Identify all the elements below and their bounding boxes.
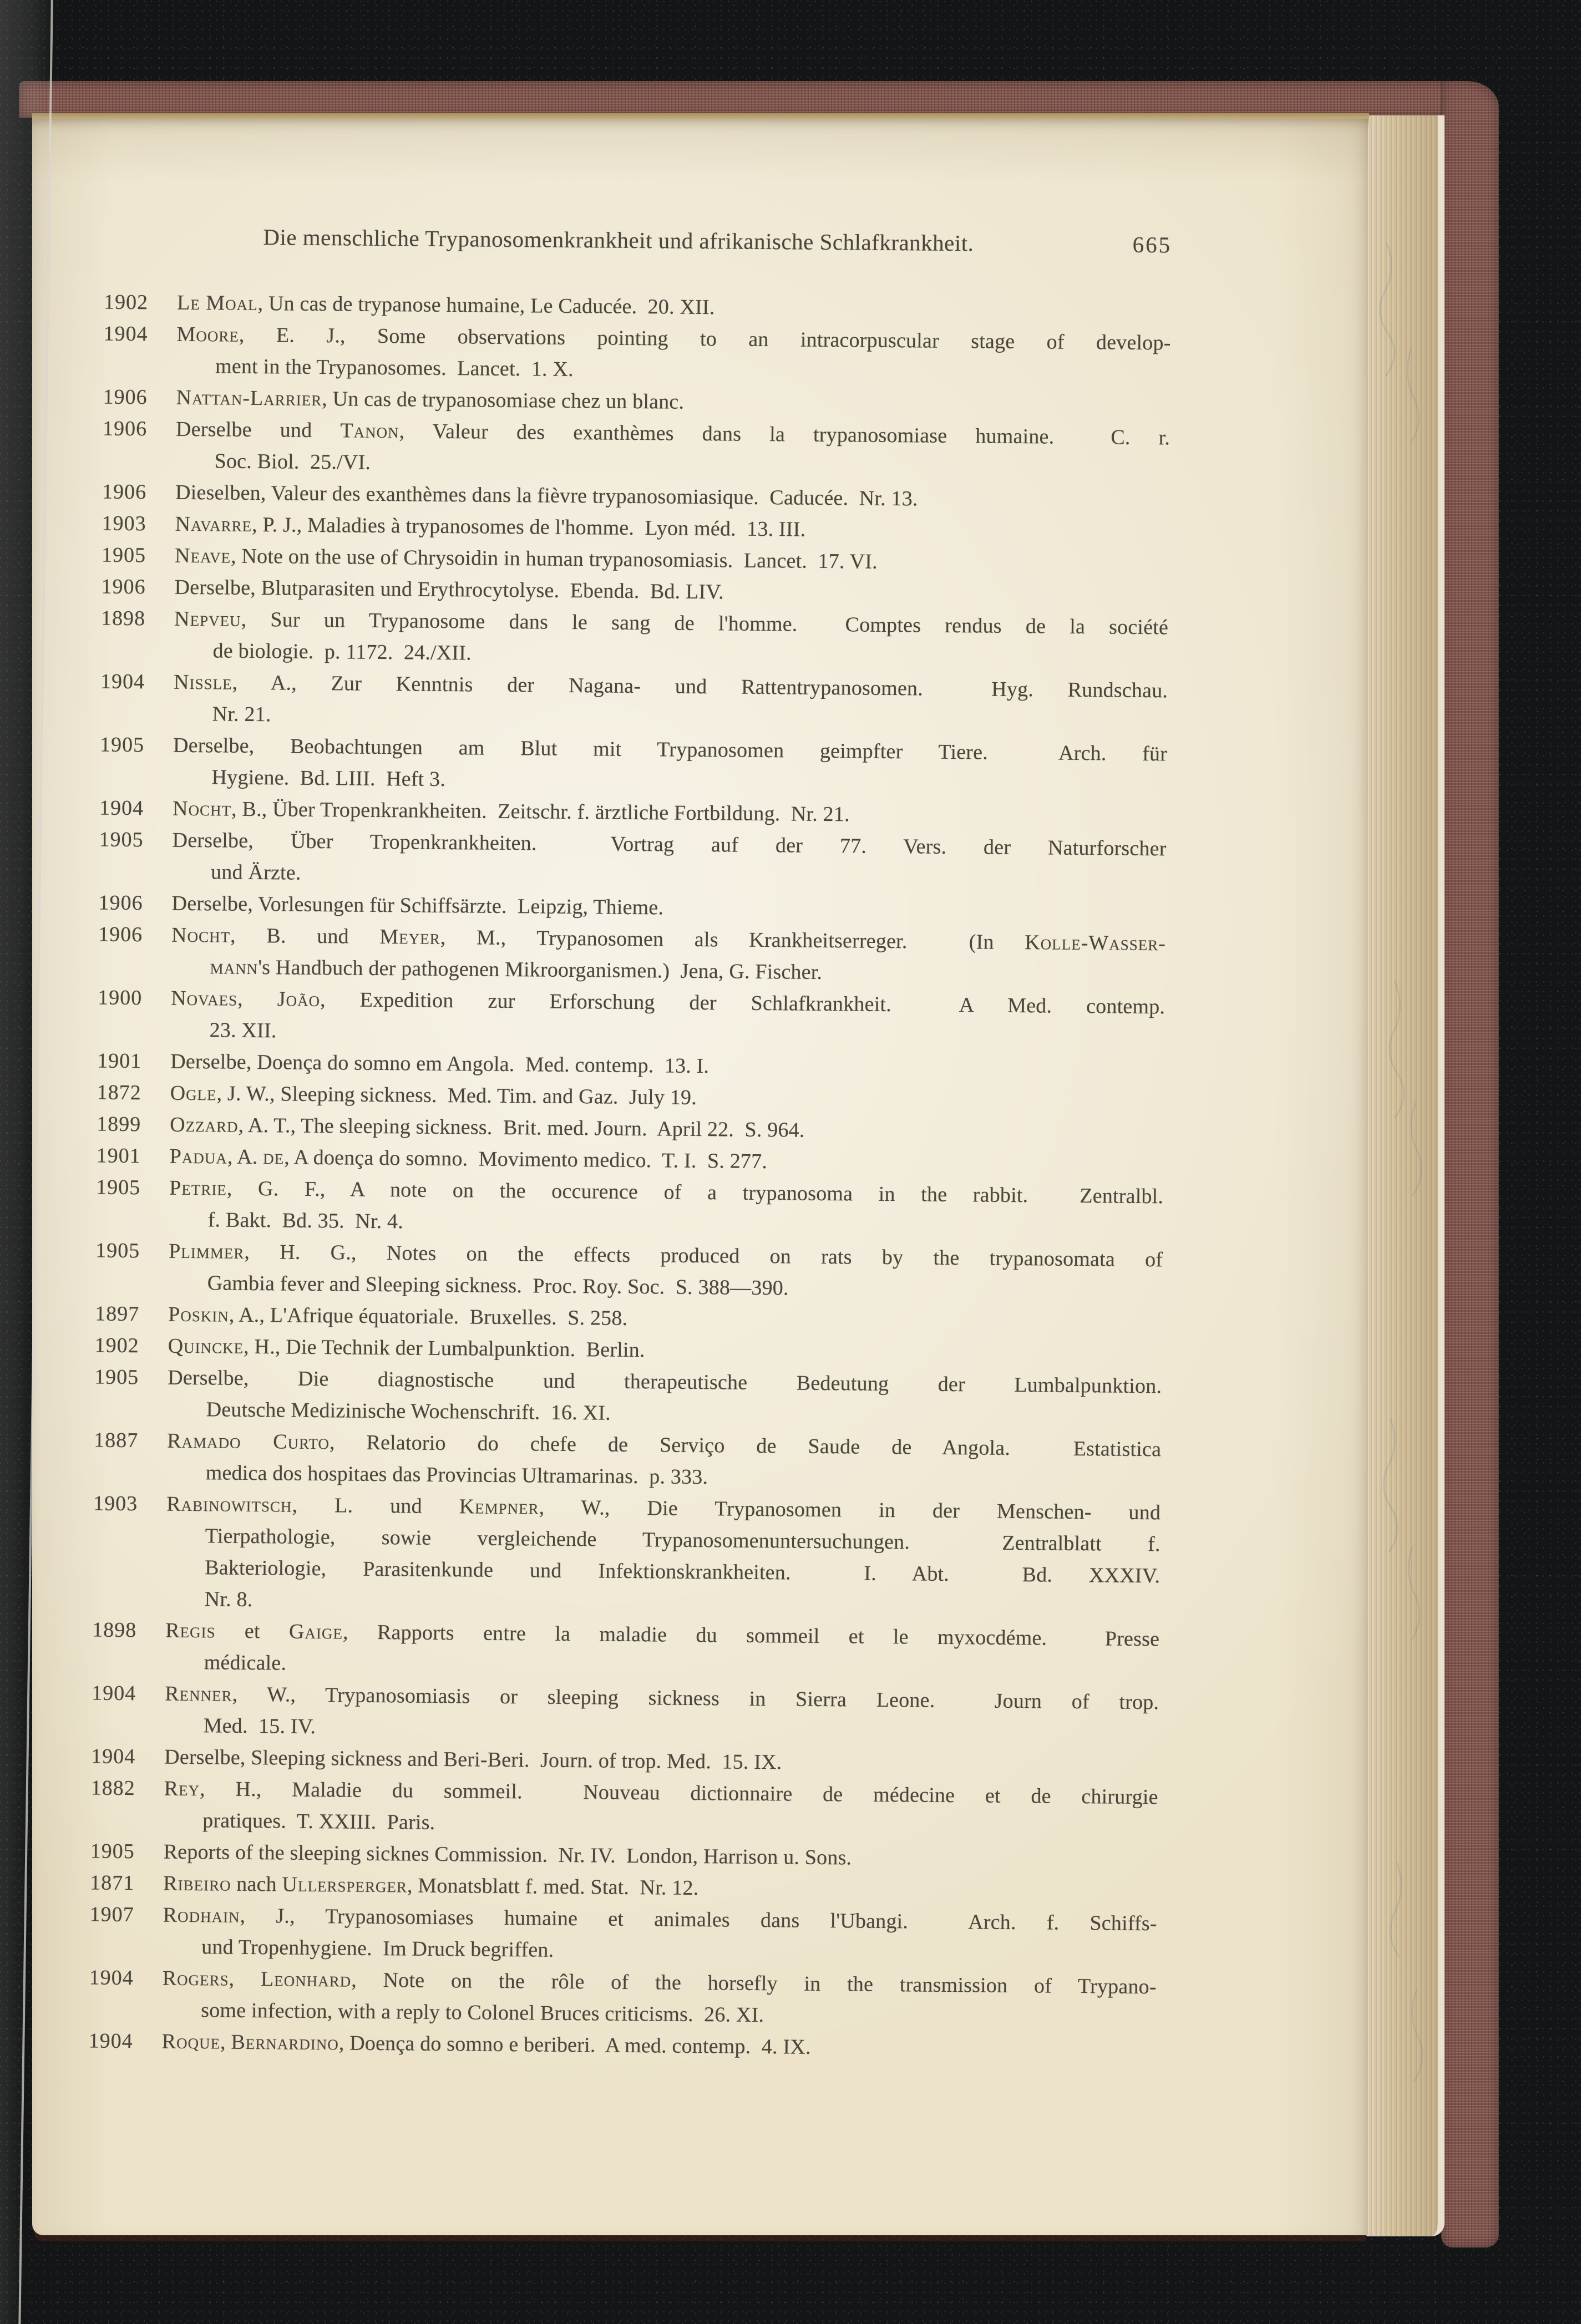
entry-citation-line: Rogers, Leonhard, Note on the rôle of the horsefly in the transmission of Trypano- (162, 1966, 1157, 1999)
entry-citation-line: Derselbe, Blutparasiten und Erythrocytolyse. Ebenda. Bd. LIV. (174, 575, 724, 604)
entry-citation-line: Ozzard, A. T., The sleeping sickness. Brit. med. Journ. April 22. S. 964. (169, 1113, 805, 1142)
entry-citation-continuation-line: Nr. 8. (204, 1587, 253, 1612)
bibliography-entry (102, 413, 1170, 486)
entry-citation-line: Rabinowitsch, L. und Kempner, W., Die Trypanosomen in der Menschen- und (166, 1492, 1161, 1525)
bibliography-entry (95, 1172, 1163, 1245)
entry-year: 1906 (102, 417, 148, 441)
entry-citation-line: Petrie, G. F., A note on the occurence of a trypanosoma in the rabbit. Zentralbl. (169, 1176, 1164, 1209)
entry-citation-line: Roque, Bernardino, Doença do somno e beriberi. A med. contemp. 4. IX. (161, 2029, 811, 2059)
entry-citation-continuation-line: Gambia fever and Sleeping sickness. Proc. Roy. Soc. S. 388—390. (207, 1271, 789, 1300)
entry-citation-continuation-line: pratiques. T. XXIII. Paris. (202, 1809, 435, 1834)
bibliography-entry (103, 318, 1171, 391)
entry-year: 1906 (103, 385, 148, 409)
entry-year: 1905 (101, 543, 146, 567)
entry-citation-line: Moore, E. J., Some observations pointing to an intracorpuscular stage of develop- (176, 322, 1171, 355)
entry-citation-line: Neave, Note on the use of Chrysoidin in human trypanosomiasis. Lancet. 17. VI. (174, 544, 878, 574)
bibliography-entry (94, 1362, 1162, 1434)
entry-year: 1903 (93, 1491, 138, 1516)
entry-citation-continuation-line: und Tropenhygiene. Im Druck begriffen. (201, 1935, 554, 1962)
bibliography-entry (92, 1615, 1159, 1687)
page-fore-edge (1366, 115, 1445, 2236)
entry-year: 1905 (90, 1839, 135, 1864)
entry-year: 1904 (100, 669, 145, 694)
book-cover-top-edge (19, 81, 1498, 118)
entry-citation (164, 1678, 1159, 1750)
running-header-title: Die menschliche Trypanosomenkrankheit und afrikanische Schlafkrankheit. (263, 224, 974, 256)
entry-citation-line: Rey, H., Maladie du sommeil. Nouveau dictionnaire de médecine et de chirurgie (164, 1777, 1158, 1809)
entry-citation (171, 920, 1166, 992)
entry-year: 1905 (94, 1365, 139, 1389)
entry-citation-continuation-line: Med. 15. IV. (203, 1714, 316, 1739)
entry-citation (167, 1362, 1162, 1434)
entry-citation (169, 1173, 1163, 1245)
entry-citation-line: Derselbe, Beobachtungen am Blut mit Trypanosomen geimpfter Tiere. Arch. für (173, 733, 1168, 766)
entry-citation-line: Derselbe, Doença do somno em Angola. Med. contemp. 13. I. (170, 1049, 710, 1078)
entry-citation-continuation-line: Hygiene. Bd. LIII. Heft 3. (211, 765, 446, 791)
entry-citation-line: Derselbe, Vorlesungen für Schiffsärzte. Leipzig, Thieme. (171, 891, 664, 920)
entry-year: 1871 (90, 1871, 135, 1895)
entry-citation-continuation-line: some infection, with a reply to Colonel Bruces criticisms. 26. XI. (201, 1998, 764, 2027)
entry-citation-line: Ogle, J. W., Sleeping sickness. Med. Tim. and Gaz. July 19. (170, 1081, 697, 1109)
bibliography-entry (99, 729, 1167, 802)
entry-citation-line: Navarre, P. J., Maladies à trypanosomes de l'homme. Lyon méd. 13. III. (175, 512, 806, 541)
entry-citation-line: Nissle, A., Zur Kenntnis der Nagana- und Rattentrypanosomen. Hyg. Rundschau. (173, 670, 1168, 703)
entry-citation-continuation-line: Tierpathologie, sowie vergleichende Trypanosomenuntersuchungen. Zentralblatt f. (205, 1524, 1161, 1556)
bibliography-entry (93, 1425, 1161, 1498)
entry-year: 1906 (98, 922, 143, 947)
entry-citation-continuation-line: de biologie. p. 1172. 24./XII. (212, 639, 472, 665)
entry-citation-line: Le Moal, Un cas de trypanose humaine, Le Caducée. 20. XII. (176, 291, 715, 319)
entry-citation-line: Renner, W., Trypanosomiasis or sleeping sickness in Sierra Leone. Journ of trop. (165, 1682, 1159, 1714)
entry-citation-line: Derselbe, Die diagnostische und therapeutische Bedeutung der Lumbalpunktion. (168, 1366, 1162, 1398)
entry-citation-continuation-line: mann's Handbuch der pathogenen Mikroorganismen.) Jena, G. Fischer. (210, 955, 823, 984)
page-number: 665 (1132, 231, 1172, 258)
bibliography-entry (89, 1962, 1157, 2035)
entry-year: 1899 (97, 1112, 141, 1136)
entry-year: 1904 (103, 322, 148, 346)
entry-citation-line: Novaes, João, Expedition zur Erforschung der Schlafkrankheit. A Med. contemp. (170, 986, 1166, 1019)
entry-year: 1904 (99, 796, 144, 820)
page-content (16, 118, 1368, 2068)
entry-citation-line: Ribeiro nach Ullersperger, Monatsblatt f. med. Stat. Nr. 12. (163, 1871, 699, 1900)
entry-citation (166, 1425, 1161, 1498)
bibliography-entry (98, 919, 1166, 992)
entry-year: 1901 (97, 1049, 142, 1073)
entry-citation-continuation-line: 23. XII. (209, 1018, 277, 1043)
entry-citation-continuation-line: und Ärzte. (210, 860, 301, 885)
entry-year: 1904 (91, 1744, 136, 1769)
entry-citation (172, 825, 1167, 897)
bibliography-entry (90, 1773, 1158, 1845)
entry-citation (165, 1489, 1161, 1624)
entry-year: 1905 (96, 1175, 141, 1200)
entry-citation-line: Derselbe, Über Tropenkrankheiten. Vortrag auf der 77. Vers. der Naturforscher (172, 828, 1167, 861)
bibliography-entry (97, 982, 1165, 1055)
entry-citation-line: Plimmer, H. G., Notes on the effects produced on rats by the trypanosomata of (169, 1239, 1163, 1272)
book-cover-right-edge (1441, 81, 1499, 2247)
entry-year: 1903 (102, 511, 146, 536)
entry-citation (165, 1615, 1159, 1687)
entry-citation-continuation-line: Bakteriologie, Parasitenkunde und Infektionskrankheiten. I. Abt. Bd. XXXIV. (205, 1556, 1161, 1588)
entry-citation-line: Dieselben, Valeur des exanthèmes dans la fièvre trypanosomiasique. Caducée. Nr. 13. (175, 480, 918, 511)
entry-citation-continuation-line: médicale. (204, 1651, 287, 1675)
entry-citation-line: Nepveu, Sur un Trypanosome dans le sang de l'homme. Comptes rendus de la société (174, 607, 1169, 640)
entry-year: 1897 (95, 1302, 140, 1326)
fore-edge-marbling-marks (1366, 115, 1438, 2236)
entry-citation-continuation-line: Deutsche Medizinische Wochenschrift. 16. XI. (206, 1398, 611, 1425)
book-page (32, 119, 1368, 2235)
entry-year: 1887 (94, 1428, 139, 1453)
entry-year: 1904 (88, 2029, 133, 2053)
entry-year: 1872 (97, 1080, 141, 1105)
entry-citation-continuation-line: Nr. 21. (212, 702, 271, 727)
entry-citation-line: Derselbe und Tanon, Valeur des exanthèmes dans la trypanosomiase humaine. C. r. (175, 417, 1170, 450)
entry-citation (170, 983, 1165, 1055)
bibliography-entry (92, 1488, 1161, 1624)
entry-citation-line: Nocht, B., Über Tropenkrankheiten. Zeitschr. f. ärztliche Fortbildung. Nr. 21. (172, 796, 850, 826)
entry-year: 1904 (92, 1681, 136, 1706)
entry-citation-continuation-line: ment in the Trypanosomes. Lancet. 1. X. (215, 354, 574, 382)
bibliography-list (89, 287, 1172, 2067)
entry-citation-line: Nocht, B. und Meyer, M., Trypanosomen als Krankheitserreger. (In Kolle-Wasser- (171, 923, 1166, 956)
entry-citation (162, 1963, 1157, 2035)
entry-citation (164, 1773, 1158, 1845)
entry-citation (173, 667, 1168, 739)
entry-year: 1904 (89, 1966, 134, 1990)
entry-citation-line: Reports of the sleeping sicknes Commission. Nr. IV. London, Harrison u. Sons. (163, 1840, 852, 1870)
entry-year: 1898 (92, 1618, 137, 1642)
entry-citation-line: Poskin, A., L'Afrique équatoriale. Bruxelles. S. 258. (168, 1302, 628, 1330)
bibliography-entry (89, 1899, 1157, 1972)
entry-year: 1900 (97, 986, 143, 1010)
entry-citation-line: Rodhain, J., Trypanosomiases humaine et animales dans l'Ubangi. Arch. f. Schiffs- (163, 1903, 1157, 1936)
entry-citation-line: Padua, A. de, A doença do somno. Movimento medico. T. I. S. 277. (169, 1144, 768, 1174)
entry-year: 1902 (94, 1333, 139, 1358)
entry-year: 1906 (101, 575, 146, 599)
bibliography-entry (100, 666, 1168, 739)
entry-year: 1882 (90, 1776, 135, 1800)
bibliography-entry (91, 1678, 1159, 1750)
bibliography-entry (100, 603, 1168, 676)
entry-citation-continuation-line: f. Bakt. Bd. 35. Nr. 4. (207, 1208, 404, 1234)
entry-citation-line: Derselbe, Sleeping sickness and Beri-Beri. Journ. of trop. Med. 15. IX. (164, 1745, 782, 1774)
entry-citation-line: Regis et Gaige, Rapports entre la maladie du sommeil et le myxocdéme. Presse (165, 1618, 1160, 1651)
entry-citation-line: Quincke, H., Die Technik der Lumbalpunktion. Berlin. (168, 1334, 645, 1362)
entry-year: 1907 (89, 1902, 134, 1927)
entry-citation (168, 1236, 1163, 1308)
entry-citation (175, 414, 1170, 486)
entry-year: 1898 (100, 606, 146, 631)
entry-citation-continuation-line: Soc. Biol. 25./VI. (214, 449, 371, 474)
running-header (104, 221, 1172, 260)
entry-year: 1906 (98, 891, 143, 915)
entry-citation-line: Nattan-Larrier, Un cas de trypanosomiase chez un blanc. (176, 385, 685, 414)
entry-year: 1905 (99, 733, 145, 757)
bibliography-entry (95, 1235, 1163, 1308)
entry-citation (174, 603, 1168, 676)
entry-year: 1906 (102, 480, 147, 504)
entry-year: 1902 (103, 290, 149, 314)
bibliography-entry (99, 824, 1167, 897)
entry-year: 1901 (96, 1144, 141, 1168)
entry-citation (163, 1900, 1157, 1972)
entry-citation-line: Ramado Curto, Relatorio do chefe de Serviço de Saude de Angola. Estatistica (167, 1429, 1162, 1462)
entry-year: 1905 (95, 1239, 140, 1263)
entry-citation (176, 319, 1171, 391)
entry-year: 1905 (99, 828, 144, 852)
entry-citation (173, 730, 1167, 802)
entry-citation-continuation-line: medica dos hospitaes das Provincias Ultramarinas. p. 333. (205, 1461, 708, 1489)
